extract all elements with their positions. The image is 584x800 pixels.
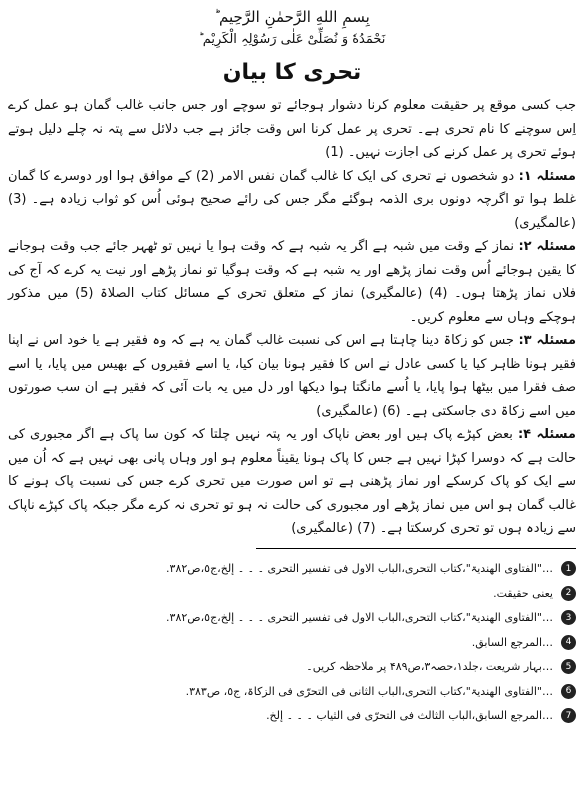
footnote-divider bbox=[8, 541, 576, 555]
footnote-item bbox=[8, 606, 576, 631]
footnote-text: …المرجع السابق،الباب الثالث فی التحرّی فی الثیاب ۔ ۔ ۔ إلخ. bbox=[266, 709, 553, 723]
footnote-item bbox=[8, 581, 576, 606]
masala-label: مسئلہ ۳: bbox=[518, 333, 576, 348]
footnote-number: 4 bbox=[561, 635, 576, 650]
footnote-item bbox=[8, 655, 576, 680]
footnote-number: 3 bbox=[561, 610, 576, 625]
masala-text: دو شخصوں نے تحری کی ایک کا غالب گمان نفس الامر (2) کے موافق ہوا اور دوسرے کا گمان غلط ہوا تو اگرچہ دونوں بری الذمہ ہوگئے مگر جس کی رائے صحیح ہوئی اُس کو ثواب زیادہ ہے۔ (3) (عالمگیری) bbox=[8, 168, 576, 231]
footnote-number: 1 bbox=[561, 561, 576, 576]
masala-text: نماز کے وقت میں شبہ ہے اگر یہ شبہ ہے کہ وقت ہوا یا نہیں تو ٹھہر جائے جب وقت ہوجانے کا یقین ہوجائے اُس وقت نماز پڑھے اور یہ شبہ ہے کہ وقت ہوگیا تو نماز پڑھے اور نیت یہ کرے کہ آج کی فلاں نماز پڑھتا ہوں۔ (4) (عالمگیری) نماز کے متعلق تحری کے مسائل کتاب الصلاۃ (5) میں مذکور ہوچکے وہاں سے معلوم کریں۔ bbox=[8, 239, 576, 325]
footnote-text: …"الفتاوی الھندیۃ"،کتاب التحری،الباب الاول فی تفسیر التحری ۔ ۔ ۔ إلخ،ج٥،ص٣٨٢. bbox=[166, 611, 553, 625]
footnote-number: 6 bbox=[561, 684, 576, 699]
intro-paragraph: جب کسی موقع پر حقیقت معلوم کرنا دشوار ہوجائے تو سوچے اور جس جانب غالب گمان ہو عمل کرے اِس سوچنے کا نام تحری ہے۔ تحری پر عمل کرنا اس وقت جائز ہے جب دلائل سے پتہ نہ چلے دلیل ہوتے ہوئے تحری پر عمل کرنے کی اجازت نہیں۔ (1) bbox=[8, 98, 576, 160]
footnote-number: 5 bbox=[561, 659, 576, 674]
masala-label: مسئلہ ۱: bbox=[518, 168, 576, 184]
masala-4 bbox=[8, 423, 576, 541]
masala-1 bbox=[8, 165, 576, 236]
footnote-item bbox=[8, 704, 576, 729]
footnotes bbox=[8, 557, 576, 729]
bismillah: بِسمِ اللهِ الرَّحمٰنِ الرَّحِیم ؕ bbox=[214, 8, 370, 26]
footnote-item bbox=[8, 679, 576, 704]
footnote-number: 7 bbox=[561, 708, 576, 723]
masala-3 bbox=[8, 329, 576, 423]
masala-text: بعض کپڑے پاک ہیں اور بعض ناپاک اور یہ پتہ نہیں چلتا کہ کون سا پاک ہے اگر مجبوری کی حالت ہے کہ دوسرا کپڑا نہیں ہے جس کا پاک ہونا یقیناً معلوم ہو اور وہاں پانی بھی نہیں ہے کہ اُن میں سے ایک کو پاک کرسکے اور نماز پڑھنی ہے تو اس صورت میں تحری کرے جس کی نسبت پاک ہونے کا غالب گمان ہو اس میں نماز پڑھے اور مجبوری کی حالت نہ ہو تو تحری نہ کرے مگر جبکہ پاک کپڑے ناپاک سے زیادہ ہوں تو تحری کرسکتا ہے۔ (7) (عالمگیری) bbox=[8, 427, 576, 536]
footnote-item bbox=[8, 630, 576, 655]
footnote-text: …"الفتاوی الھندیۃ"،کتاب التحری،الباب الثانی فی التحرّی فی الزکاۃ، ج٥، ص٣٨٣. bbox=[185, 684, 553, 698]
footnote-text: …"الفتاوی الھندیۃ"،کتاب التحری،الباب الاول فی تفسیر التحری ۔ ۔ ۔ إلخ،ج٥،ص٣٨٢. bbox=[166, 562, 553, 576]
nahmaduhu-line: نَحْمَدُهٗ وَ نُصَلِّیْ عَلٰی رَسُوْلِہِ الْکَرِیْم ؕ bbox=[198, 32, 386, 47]
footnote-text: …المرجع السابق. bbox=[471, 635, 553, 649]
masala-text: جس کو زکاۃ دینا چاہتا ہے اس کی نسبت غالب گمان یہ ہے کہ وہ فقیر ہے یا خود اس نے اپنا فقیر ہونا ظاہر کیا یا کسی عادل نے اس کا فقیر ہونا بیان کیا، یا اسے فقیروں کے بھیس میں پایا، یا اسے صف فقرا میں بیٹھا ہوا پایا، یا اُسے مانگتا ہوا دیکھا اور دل میں یہ بات آئی کہ فقیر ہے ان سب صورتوں میں اسے زکاۃ دی جاسکتی ہے۔ (6) (عالمگیری) bbox=[8, 333, 576, 419]
footnote-item bbox=[8, 557, 576, 582]
footnote-number: 2 bbox=[561, 586, 576, 601]
masala-label: مسئلہ ۴: bbox=[517, 427, 576, 442]
page-title: تحری کا بیان bbox=[222, 60, 362, 85]
footnote-text: یعنی حقیقت. bbox=[493, 586, 553, 600]
masala-2 bbox=[8, 235, 576, 329]
footnote-text: …بہار شریعت ،جلد۱،حصہ۳،ص۴۸۹ پر ملاحظہ کریں۔ bbox=[306, 660, 553, 674]
masala-label: مسئلہ ۲: bbox=[518, 239, 576, 254]
